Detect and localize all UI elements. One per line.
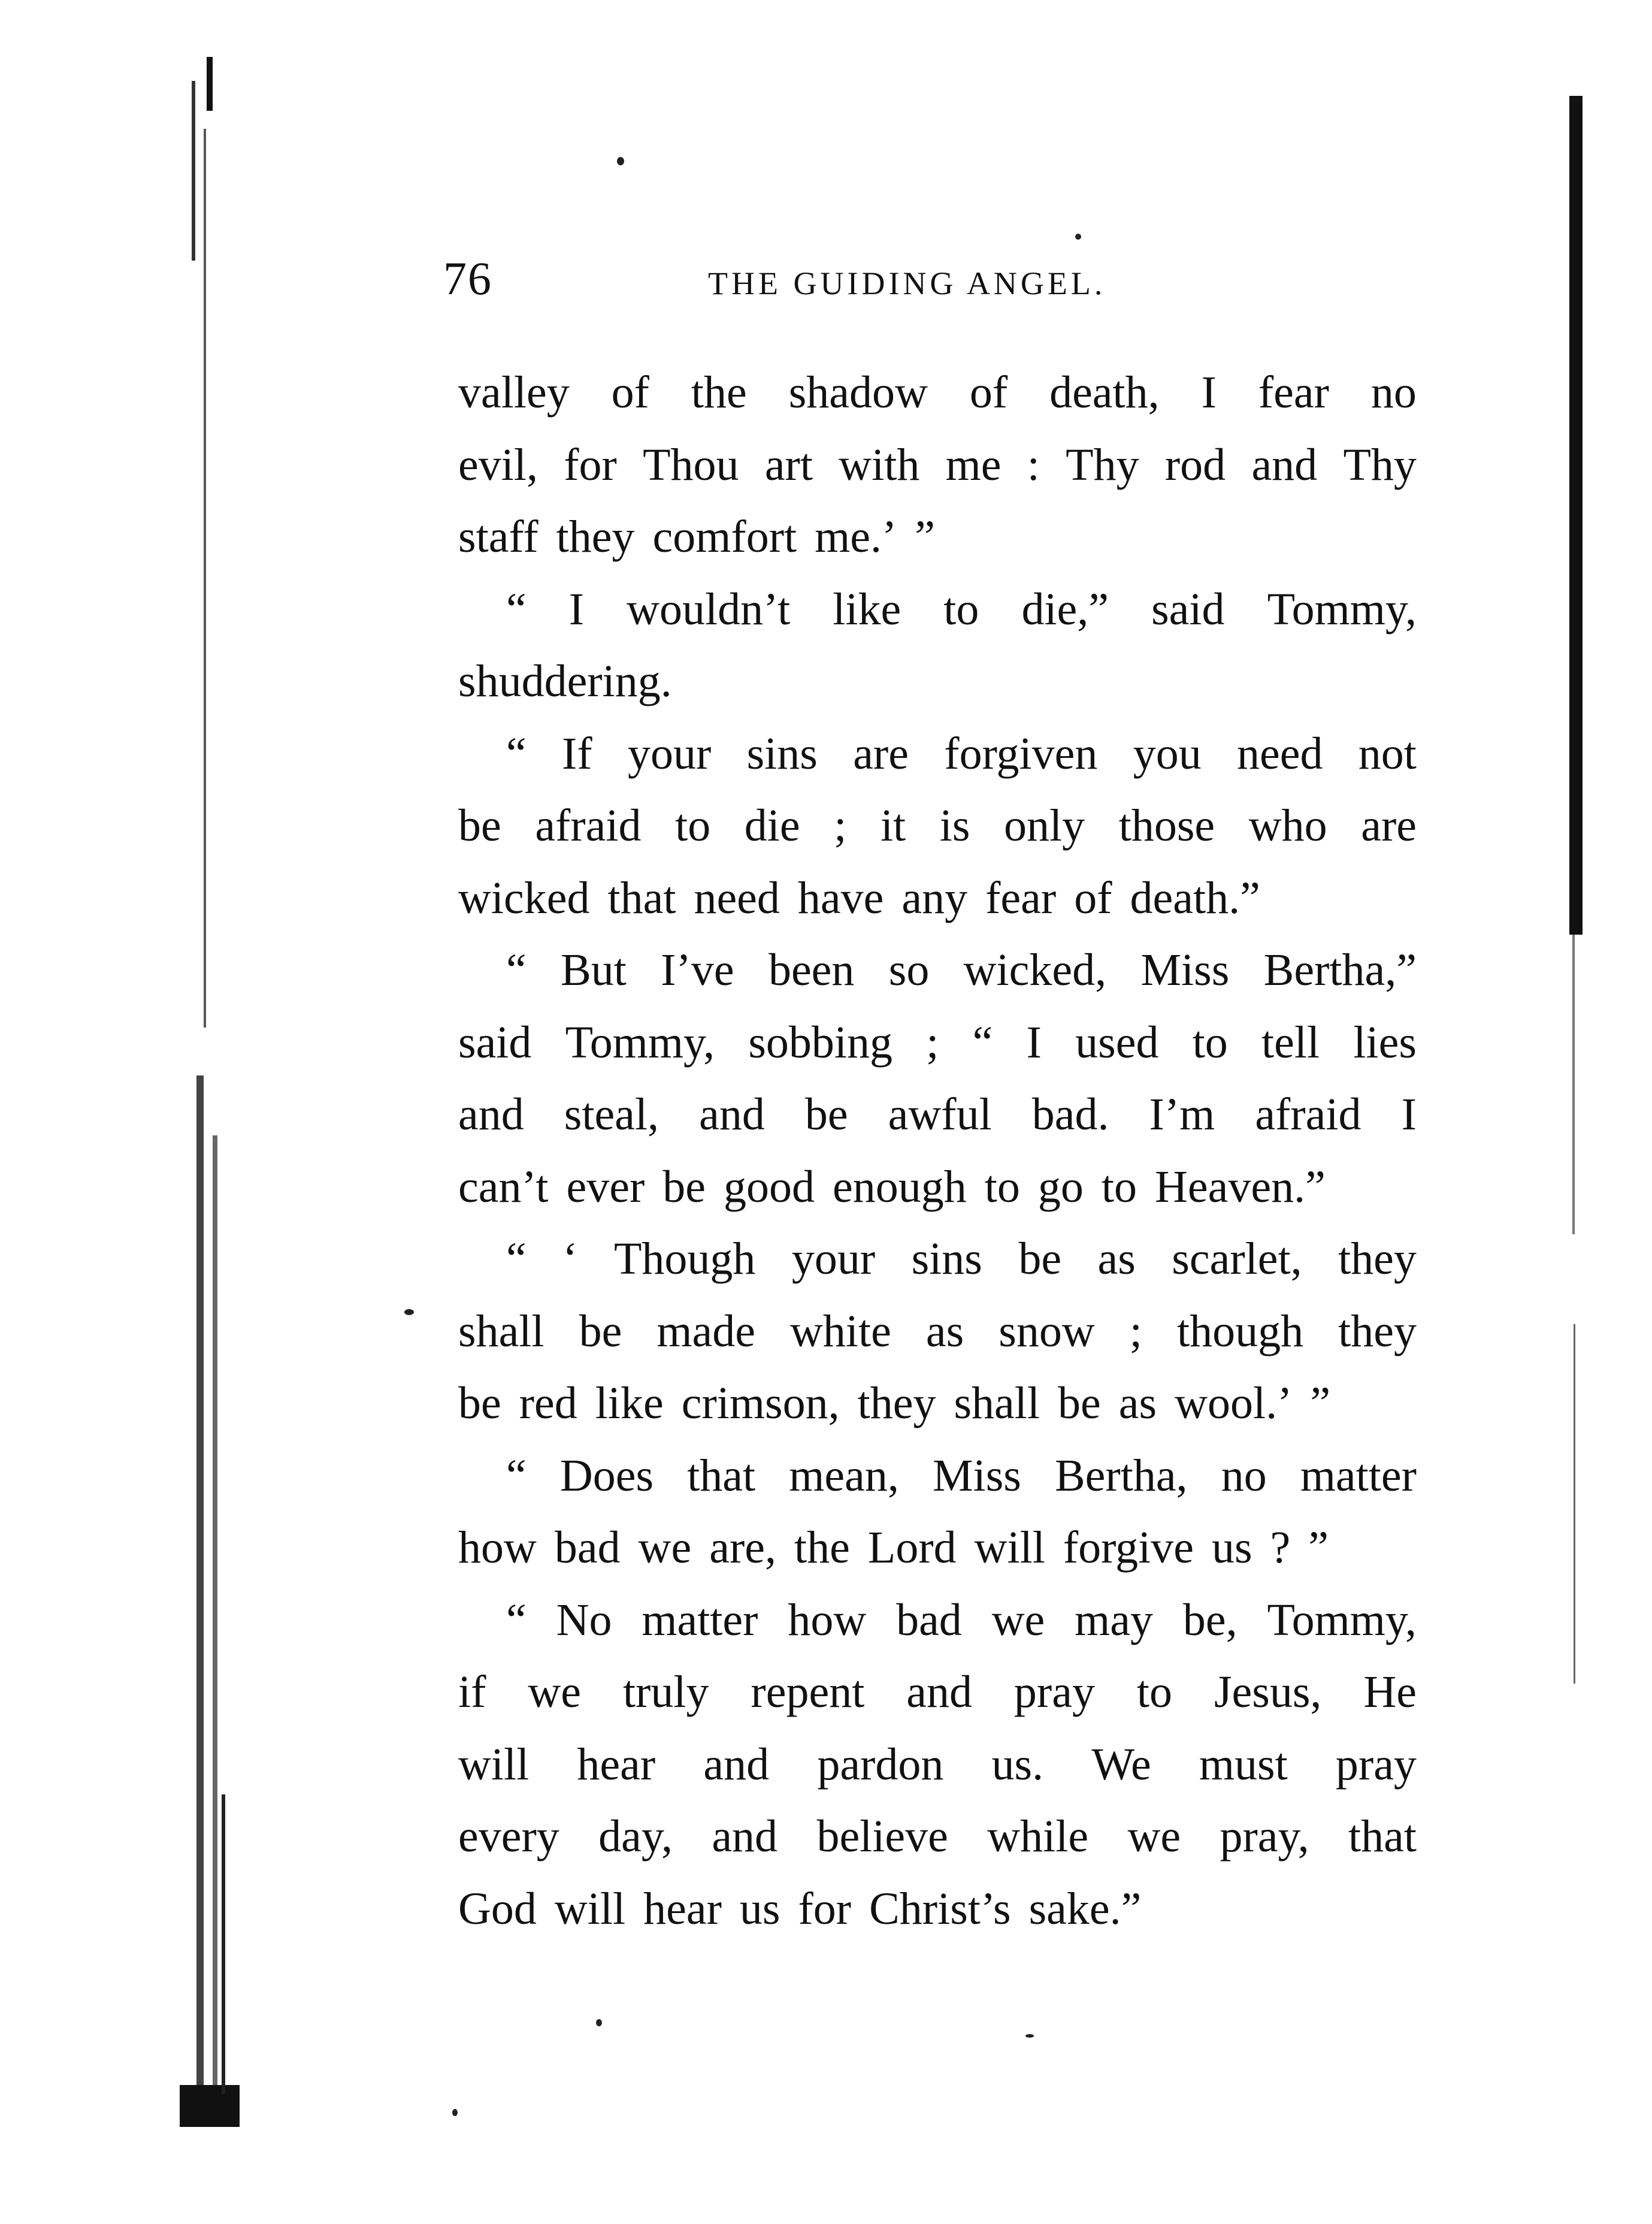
text-line bbox=[458, 1151, 1417, 1223]
scan-speck bbox=[1075, 234, 1081, 240]
text-word: Lord bbox=[867, 1522, 957, 1573]
text-word: with bbox=[839, 439, 920, 490]
text-word: lies bbox=[1353, 1017, 1417, 1068]
text-word: not bbox=[1358, 728, 1417, 779]
text-word: made bbox=[656, 1306, 755, 1356]
text-word: that bbox=[687, 1450, 756, 1501]
text-word: ” bbox=[1310, 1378, 1331, 1428]
text-word: forgive bbox=[1063, 1522, 1194, 1573]
text-word: said bbox=[1151, 584, 1225, 634]
text-line bbox=[458, 429, 1417, 501]
text-word: for bbox=[798, 1883, 852, 1934]
text-word: they bbox=[1338, 1234, 1417, 1284]
text-word: be bbox=[458, 800, 501, 851]
text-word: as bbox=[1097, 1234, 1136, 1284]
text-word: been bbox=[768, 945, 855, 995]
text-word: sobbing bbox=[748, 1017, 893, 1068]
running-head: THE GUIDING ANGEL. bbox=[708, 265, 1106, 301]
text-word: Bertha, bbox=[1054, 1450, 1188, 1501]
text-word: be bbox=[1058, 1378, 1101, 1428]
text-word: fear bbox=[985, 872, 1057, 923]
scan-speck bbox=[1025, 2034, 1034, 2038]
text-word: Bertha,” bbox=[1263, 945, 1417, 995]
text-word: and bbox=[1251, 439, 1318, 490]
text-word: we bbox=[1127, 1811, 1181, 1862]
text-word: death.” bbox=[1130, 872, 1260, 923]
scan-speck bbox=[596, 2019, 602, 2026]
text-word: repent bbox=[751, 1667, 865, 1717]
text-word: “ bbox=[506, 1234, 527, 1284]
text-word: wicked bbox=[458, 872, 590, 923]
text-word: us bbox=[1211, 1522, 1252, 1573]
text-line bbox=[458, 1223, 1417, 1295]
text-word: and bbox=[712, 1811, 778, 1862]
text-word: to bbox=[984, 1161, 1020, 1212]
text-word: Miss bbox=[933, 1450, 1021, 1501]
text-line bbox=[458, 1078, 1417, 1151]
text-word: pray bbox=[1335, 1739, 1417, 1790]
text-word: ‘ bbox=[562, 1234, 578, 1284]
text-word: I bbox=[1026, 1017, 1042, 1068]
text-word: may bbox=[1075, 1594, 1154, 1645]
scan-speck bbox=[617, 157, 624, 165]
text-word: ; bbox=[1129, 1306, 1142, 1356]
text-word: Does bbox=[559, 1450, 654, 1501]
text-word: matter bbox=[1300, 1450, 1417, 1501]
text-line bbox=[458, 1800, 1417, 1873]
text-word: bad. bbox=[1031, 1089, 1109, 1140]
text-word: shall bbox=[458, 1306, 544, 1356]
text-word: those bbox=[1118, 800, 1215, 851]
text-word: it bbox=[880, 800, 906, 851]
text-word: and bbox=[906, 1667, 972, 1717]
text-word: fear bbox=[1258, 367, 1329, 418]
text-word: of bbox=[611, 367, 649, 418]
page-number: 76 bbox=[443, 252, 492, 304]
text-word: of bbox=[969, 367, 1008, 418]
text-word: “ bbox=[506, 945, 527, 995]
text-word: “ bbox=[506, 1594, 527, 1645]
text-word: afraid bbox=[535, 800, 642, 851]
text-word: be bbox=[579, 1306, 622, 1356]
text-word: pardon bbox=[817, 1739, 944, 1790]
text-word: so bbox=[888, 945, 930, 995]
text-word: But bbox=[561, 945, 627, 995]
text-word: to bbox=[1136, 1667, 1173, 1717]
text-word: sins bbox=[746, 728, 818, 779]
binding-shadow-right bbox=[1566, 96, 1602, 1714]
text-word: crimson, bbox=[681, 1378, 840, 1428]
text-line bbox=[458, 1007, 1417, 1079]
text-word: must bbox=[1199, 1739, 1288, 1790]
text-word: we bbox=[528, 1667, 581, 1717]
text-word: to bbox=[1192, 1017, 1228, 1068]
text-word: you bbox=[1133, 728, 1202, 779]
text-word: need bbox=[1237, 728, 1323, 779]
text-word: as bbox=[1118, 1378, 1157, 1428]
text-line bbox=[458, 790, 1417, 862]
text-line bbox=[458, 1295, 1417, 1368]
text-word: good bbox=[724, 1161, 815, 1212]
text-word: day, bbox=[598, 1811, 673, 1862]
text-word: ever bbox=[566, 1161, 645, 1212]
text-word: forgiven bbox=[944, 728, 1098, 779]
text-word: your bbox=[791, 1234, 876, 1284]
text-word: any bbox=[901, 872, 968, 923]
text-word: die,” bbox=[1021, 584, 1109, 634]
text-word: be bbox=[458, 1378, 501, 1428]
text-word: snow bbox=[999, 1306, 1095, 1356]
text-word: Tommy, bbox=[1267, 584, 1417, 634]
text-word: ” bbox=[915, 512, 936, 562]
text-line bbox=[458, 573, 1417, 646]
text-line bbox=[458, 1584, 1417, 1657]
text-word: truly bbox=[622, 1667, 709, 1717]
text-word: : bbox=[1027, 439, 1040, 490]
scan-speck bbox=[404, 1309, 414, 1315]
text-word: wool.’ bbox=[1175, 1378, 1293, 1428]
text-line bbox=[458, 1512, 1417, 1584]
text-word: no bbox=[1370, 367, 1417, 418]
text-word: be bbox=[804, 1089, 848, 1140]
text-word: Thy bbox=[1343, 439, 1417, 490]
text-word: Jesus, bbox=[1214, 1667, 1322, 1717]
text-word: only bbox=[1004, 800, 1085, 851]
text-word: to bbox=[675, 800, 711, 851]
text-word: and bbox=[699, 1089, 765, 1140]
text-word: the bbox=[691, 367, 747, 418]
text-word: is bbox=[939, 800, 970, 851]
text-word: hear bbox=[577, 1739, 656, 1790]
text-line bbox=[458, 1440, 1417, 1512]
text-word: to bbox=[1101, 1161, 1137, 1212]
text-word: bad bbox=[554, 1522, 621, 1573]
text-word: be, bbox=[1182, 1594, 1238, 1645]
scan-speck bbox=[452, 2109, 458, 2116]
text-line bbox=[458, 1656, 1417, 1729]
text-word: we bbox=[638, 1522, 692, 1573]
text-word: have bbox=[797, 872, 884, 923]
text-word: as bbox=[925, 1306, 964, 1356]
text-word: your bbox=[627, 728, 712, 779]
page-header bbox=[443, 252, 1162, 318]
text-word: ” bbox=[1308, 1522, 1329, 1573]
text-line bbox=[458, 862, 1417, 935]
text-word: pray, bbox=[1220, 1811, 1309, 1862]
text-word: will bbox=[554, 1883, 626, 1934]
text-word: white bbox=[790, 1306, 891, 1356]
text-word: and bbox=[458, 1089, 524, 1140]
text-word: God bbox=[458, 1883, 537, 1934]
text-word: though bbox=[1176, 1306, 1304, 1356]
binding-shadow-left bbox=[180, 57, 240, 2139]
text-word: every bbox=[458, 1811, 559, 1862]
text-word: steal, bbox=[564, 1089, 659, 1140]
text-word: like bbox=[833, 584, 901, 634]
body-text bbox=[458, 356, 1417, 1945]
text-word: Heaven.” bbox=[1155, 1161, 1326, 1212]
text-word: scarlet, bbox=[1172, 1234, 1302, 1284]
text-word: “ bbox=[506, 584, 527, 634]
text-word: can’t bbox=[458, 1161, 549, 1212]
text-word: need bbox=[694, 872, 780, 923]
text-word: I bbox=[1201, 367, 1217, 418]
text-word: they bbox=[1338, 1306, 1417, 1356]
text-word: for bbox=[564, 439, 617, 490]
text-word: how bbox=[788, 1594, 867, 1645]
text-word: go bbox=[1037, 1161, 1084, 1212]
text-line bbox=[458, 718, 1417, 790]
text-word: are, bbox=[709, 1522, 777, 1573]
text-word: tell bbox=[1261, 1017, 1320, 1068]
text-word: who bbox=[1248, 800, 1327, 851]
text-word: mean, bbox=[789, 1450, 899, 1501]
text-word: Thy bbox=[1066, 439, 1139, 490]
text-word: We bbox=[1091, 1739, 1151, 1790]
text-word: me.’ bbox=[815, 512, 897, 562]
text-line bbox=[458, 1729, 1417, 1801]
text-word: death, bbox=[1049, 367, 1160, 418]
text-word: Tommy, bbox=[1267, 1594, 1417, 1645]
text-word: If bbox=[562, 728, 592, 779]
text-word: said bbox=[458, 1017, 532, 1068]
text-word: are bbox=[1361, 800, 1417, 851]
text-word: “ bbox=[506, 728, 527, 779]
text-line bbox=[458, 501, 1417, 573]
text-word: will bbox=[974, 1522, 1045, 1573]
text-line bbox=[458, 1367, 1417, 1440]
text-word: no bbox=[1221, 1450, 1267, 1501]
text-word: Tommy, bbox=[565, 1017, 715, 1068]
text-word: Christ’s bbox=[869, 1883, 1011, 1934]
text-word: afraid bbox=[1255, 1089, 1361, 1140]
text-word: the bbox=[794, 1522, 850, 1573]
text-word: to bbox=[943, 584, 979, 634]
text-line bbox=[458, 1873, 1417, 1945]
text-word: believe bbox=[816, 1811, 948, 1862]
text-word: pray bbox=[1013, 1667, 1095, 1717]
text-word: I’ve bbox=[661, 945, 734, 995]
text-word: valley bbox=[458, 367, 570, 418]
text-word: No bbox=[556, 1594, 612, 1645]
text-word: that bbox=[607, 872, 676, 923]
text-word: of bbox=[1074, 872, 1112, 923]
text-word: me bbox=[945, 439, 1002, 490]
text-word: are bbox=[853, 728, 909, 779]
text-word: Though bbox=[613, 1234, 756, 1284]
text-word: if bbox=[458, 1667, 486, 1717]
text-word: shuddering. bbox=[458, 656, 672, 706]
text-word: like bbox=[595, 1378, 664, 1428]
text-word: ; bbox=[834, 800, 847, 851]
text-word: wicked, bbox=[963, 945, 1107, 995]
text-word: enough bbox=[833, 1161, 967, 1212]
text-word: shadow bbox=[788, 367, 928, 418]
text-word: I bbox=[568, 584, 585, 634]
text-word: die bbox=[744, 800, 800, 851]
text-word: I’m bbox=[1149, 1089, 1215, 1140]
text-word: they bbox=[556, 512, 635, 562]
text-word: they bbox=[857, 1378, 936, 1428]
text-word: how bbox=[458, 1522, 537, 1573]
text-word: be bbox=[1018, 1234, 1062, 1284]
text-line bbox=[458, 934, 1417, 1007]
text-word: red bbox=[519, 1378, 577, 1428]
text-word: while bbox=[987, 1811, 1089, 1862]
text-word: matter bbox=[642, 1594, 758, 1645]
text-word: be bbox=[662, 1161, 706, 1212]
text-word: awful bbox=[888, 1089, 992, 1140]
text-word: art bbox=[764, 439, 813, 490]
text-word: we bbox=[991, 1594, 1045, 1645]
text-word: and bbox=[703, 1739, 770, 1790]
text-word: sins bbox=[911, 1234, 982, 1284]
text-word: “ bbox=[506, 1450, 527, 1501]
text-word: sake.” bbox=[1028, 1883, 1142, 1934]
text-word: us. bbox=[991, 1739, 1044, 1790]
text-word: Thou bbox=[643, 439, 739, 490]
text-line bbox=[458, 645, 1417, 718]
text-word: bad bbox=[896, 1594, 962, 1645]
text-word: I bbox=[1401, 1089, 1417, 1140]
text-word: wouldn’t bbox=[627, 584, 791, 634]
text-word: rod bbox=[1164, 439, 1226, 490]
text-word: evil, bbox=[458, 439, 538, 490]
text-word: “ bbox=[972, 1017, 993, 1068]
text-word: that bbox=[1348, 1811, 1417, 1862]
text-word: ; bbox=[926, 1017, 939, 1068]
text-word: ? bbox=[1270, 1522, 1291, 1573]
text-line bbox=[458, 356, 1417, 429]
text-word: used bbox=[1075, 1017, 1159, 1068]
text-word: will bbox=[458, 1739, 530, 1790]
text-word: Miss bbox=[1140, 945, 1230, 995]
text-word: He bbox=[1363, 1667, 1417, 1717]
text-word: shall bbox=[954, 1378, 1040, 1428]
text-word: us bbox=[739, 1883, 780, 1934]
text-word: hear bbox=[643, 1883, 722, 1934]
text-word: staff bbox=[458, 512, 538, 562]
text-word: comfort bbox=[652, 512, 797, 562]
